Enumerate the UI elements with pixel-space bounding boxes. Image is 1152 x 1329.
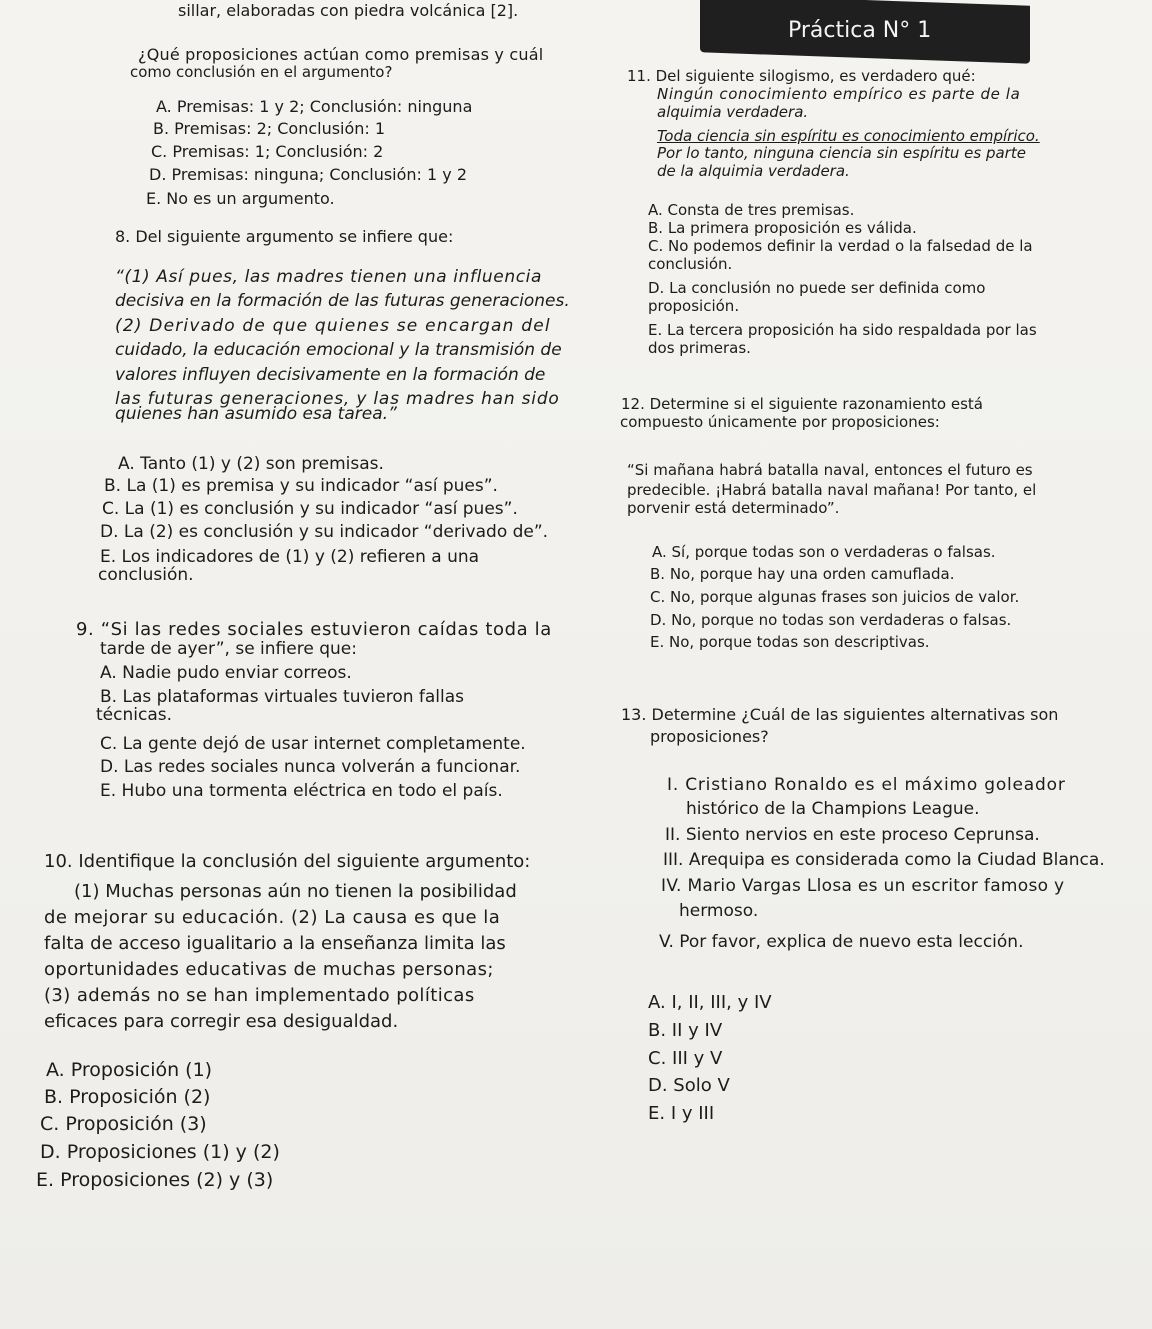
q9-option-e: E. Hubo una tormenta eléctrica en todo el país. [100, 781, 503, 801]
q10-passage-line1: (1) Muchas personas aún no tienen la posibilidad [74, 881, 517, 902]
q12-question-line2: compuesto únicamente por proposiciones: [620, 413, 940, 431]
q13-question-line1: 13. Determine ¿Cuál de las siguientes alternativas son [621, 705, 1059, 724]
q13-question-line2: proposiciones? [650, 727, 769, 746]
q8-passage-line3: (2) Derivado de que quienes se encargan del [115, 316, 551, 336]
q11-option-b: B. La primera proposición es válida. [648, 219, 917, 237]
q11-option-d: D. La conclusión no puede ser definida como [648, 279, 986, 297]
q9-option-c: C. La gente dejó de usar internet completamente. [100, 734, 526, 754]
q7-option-e: E. No es un argumento. [146, 189, 335, 208]
q13-option-e: E. I y III [648, 1103, 715, 1124]
q9-question-line1: 9. “Si las redes sociales estuvieron caídas toda la [76, 619, 552, 640]
q7-option-b: B. Premisas: 2; Conclusión: 1 [153, 119, 386, 138]
q11-option-e: E. La tercera proposición ha sido respaldada por las [648, 321, 1037, 339]
q12-passage-line2: predecible. ¡Habrá batalla naval mañana! Por tanto, el [627, 481, 1037, 499]
q10-passage-line2: de mejorar su educación. (2) La causa es que la [44, 907, 501, 928]
q9-question-line2: tarde de ayer”, se infiere que: [100, 639, 357, 659]
q10-passage-line6: eficaces para corregir esa desigualdad. [44, 1011, 399, 1032]
q10-option-a: A. Proposición (1) [46, 1059, 213, 1081]
q8-option-e: E. Los indicadores de (1) y (2) refieren a una [100, 547, 480, 567]
q13-item-2: II. Siento nervios en este proceso Ceprunsa. [665, 825, 1040, 845]
q10-passage-line4: oportunidades educativas de muchas personas; [44, 959, 494, 980]
q9-option-a: A. Nadie pudo enviar correos. [100, 663, 352, 683]
q11-option-c: C. No podemos definir la verdad o la falsedad de la [648, 237, 1033, 255]
q13-item-4-cont: hermoso. [679, 901, 759, 921]
q11-question: 11. Del siguiente silogismo, es verdadero qué: [627, 67, 976, 85]
q13-item-4: IV. Mario Vargas Llosa es un escritor famoso y [661, 876, 1065, 896]
q10-passage-line5: (3) además no se han implementado políticas [44, 985, 475, 1006]
q8-option-b: B. La (1) es premisa y su indicador “así pues”. [104, 476, 498, 496]
q8-option-c: C. La (1) es conclusión y su indicador “así pues”. [102, 499, 518, 519]
q8-passage-line2: decisiva en la formación de las futuras generaciones. [115, 291, 570, 311]
q10-option-b: B. Proposición (2) [44, 1086, 211, 1108]
q11-option-c-cont: conclusión. [648, 255, 733, 273]
q12-passage-line3: porvenir está determinado”. [627, 499, 840, 517]
q13-item-1-cont: histórico de la Champions League. [686, 799, 980, 819]
q7-question-line1: ¿Qué proposiciones actúan como premisas y cuál [138, 45, 544, 64]
q11-syllogism-line4: Por lo tanto, ninguna ciencia sin espíritu es parte [657, 144, 1026, 162]
q9-option-b-cont: técnicas. [96, 705, 172, 725]
q13-option-a: A. I, II, III, y IV [648, 992, 772, 1013]
q13-item-5: V. Por favor, explica de nuevo esta lección. [659, 932, 1024, 952]
q10-option-c: C. Proposición (3) [40, 1113, 207, 1135]
q12-option-c: C. No, porque algunas frases son juicios de valor. [650, 588, 1020, 606]
q13-item-3: III. Arequipa es considerada como la Ciudad Blanca. [663, 850, 1105, 870]
q12-option-d: D. No, porque no todas son verdaderas o falsas. [650, 611, 1012, 629]
q8-passage-line7: quienes han asumido esa tarea.” [115, 404, 397, 424]
q13-option-c: C. III y V [648, 1048, 723, 1069]
q7-option-d: D. Premisas: ninguna; Conclusión: 1 y 2 [149, 165, 468, 184]
q8-question: 8. Del siguiente argumento se infiere que: [115, 227, 454, 246]
q12-passage-line1: “Si mañana habrá batalla naval, entonces el futuro es [627, 461, 1033, 479]
q12-option-a: A. Sí, porque todas son o verdaderas o falsas. [652, 543, 996, 561]
q13-option-d: D. Solo V [648, 1075, 730, 1096]
q11-syllogism-line3: Toda ciencia sin espíritu es conocimiento empírico. [657, 127, 1040, 145]
q8-passage-line1: “(1) Así pues, las madres tienen una influencia [115, 267, 543, 287]
q8-passage-line6: las futuras generaciones, y las madres han sido [115, 389, 560, 409]
q12-option-b: B. No, porque hay una orden camuflada. [650, 565, 955, 583]
q13-option-b: B. II y IV [648, 1020, 723, 1041]
q7-option-a: A. Premisas: 1 y 2; Conclusión: ninguna [156, 97, 473, 116]
q8-option-e-cont: conclusión. [98, 565, 194, 585]
q7-question-line2: como conclusión en el argumento? [130, 63, 393, 81]
q11-syllogism-line5: de la alquimia verdadera. [657, 162, 850, 180]
q11-option-d-cont: proposición. [648, 297, 740, 315]
q10-question: 10. Identifique la conclusión del siguiente argumento: [44, 851, 531, 872]
q10-option-e: E. Proposiciones (2) y (3) [36, 1169, 274, 1191]
q7-option-c: C. Premisas: 1; Conclusión: 2 [151, 142, 384, 161]
q11-option-e-cont: dos primeras. [648, 339, 751, 357]
q9-option-b: B. Las plataformas virtuales tuvieron fallas [100, 687, 465, 707]
q10-option-d: D. Proposiciones (1) y (2) [40, 1141, 280, 1163]
q9-option-d: D. Las redes sociales nunca volverán a funcionar. [100, 757, 521, 777]
q8-option-a: A. Tanto (1) y (2) son premisas. [118, 454, 384, 474]
q8-option-d: D. La (2) es conclusión y su indicador “derivado de”. [100, 522, 549, 542]
top-fragment: sillar, elaboradas con piedra volcánica [2]. [178, 1, 519, 20]
q13-item-1: I. Cristiano Ronaldo es el máximo goleador [667, 775, 1066, 795]
q10-passage-line3: falta de acceso igualitario a la enseñanza limita las [44, 933, 506, 954]
q8-passage-line5: valores influyen decisivamente en la formación de [115, 365, 546, 385]
q11-option-a: A. Consta de tres premisas. [648, 201, 855, 219]
q11-syllogism-line2: alquimia verdadera. [657, 103, 809, 121]
q8-passage-line4: cuidado, la educación emocional y la transmisión de [115, 340, 562, 360]
practice-label: Práctica N° 1 [788, 18, 932, 43]
q12-option-e: E. No, porque todas son descriptivas. [650, 633, 930, 651]
q11-syllogism-line1: Ningún conocimiento empírico es parte de la [657, 85, 1021, 103]
q12-question-line1: 12. Determine si el siguiente razonamiento está [621, 395, 983, 413]
